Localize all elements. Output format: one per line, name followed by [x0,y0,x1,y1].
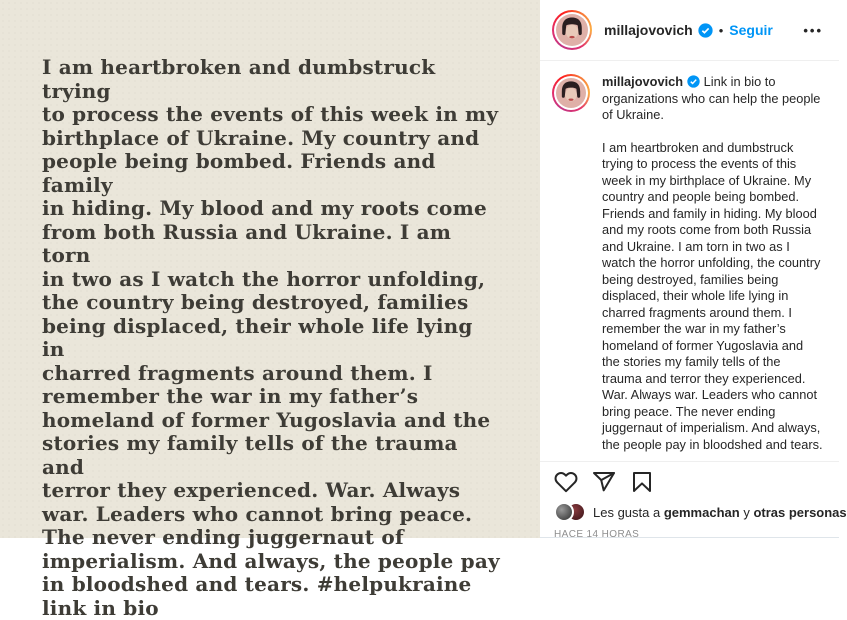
verified-badge-icon [698,23,713,38]
likes-connector: y [739,504,754,520]
caption-avatar-image [556,78,586,108]
action-bar [540,461,839,500]
post-timestamp: HACE 14 HORAS [554,529,640,540]
liker-username[interactable]: gemmachan [663,504,740,520]
liker-avatar-1 [554,502,574,522]
caption-username[interactable]: millajovovich [602,74,684,89]
caption-body: I am heartbroken and dumbstruck trying to process the events of this week in my birthplace of Ukraine. My country and people being bombed. Friends and family in hiding. My blood and my roots come from both Russia and Ukraine. I am torn in two as I watch the horror unfolding, the country being destroyed, families being displaced, their whole life lying in charred fragments around them. I remember the war in my father’s homeland of former Yugoslavia and the stories my family tells of the trauma and terror they experienced. War. Always war. Leaders who cannot bring peace. The never ending juggernaut of imperialism. And always, the people pay in bloodshed and tears. [602,139,824,452]
likes-prefix: Les gusta a [593,504,664,520]
share-icon[interactable] [592,470,616,494]
header-username[interactable]: millajovovich [604,22,693,38]
follow-button[interactable]: Seguir [729,22,773,38]
likes-text [593,505,847,520]
photo-text: I am heartbroken and dumbstruck trying to process the events of this week in my birthplace of Ukraine. My country and people being bombed. Friends and family in hiding. My blood and my roots come from both Russia and Ukraine. I am torn in two as I watch the horror unfolding, the country being destroyed, families being displaced, their whole life lying in charred fragments around them. I remember the war in my father’s homeland of former Yugoslavia and the stories my family tells of the trauma and terror they experienced. War. Always war. Leaders who cannot bring peace. The never ending juggernaut of imperialism. And always, the people pay in bloodshed and tears. #helpukraine link in bio [42,55,500,620]
save-icon[interactable] [630,470,654,494]
caption-text [602,74,823,453]
more-options-icon[interactable]: ••• [803,22,823,38]
header-separator: • [718,22,724,38]
caption-verified-badge-icon [687,75,700,88]
avatar[interactable] [552,10,592,50]
caption-intro: Link in bio to organizations who can help the people of Ukraine. [602,74,821,122]
post-panel [540,0,847,540]
likes-row [540,500,847,527]
like-icon[interactable] [554,470,578,494]
post-header [540,0,839,61]
liker-avatars[interactable] [554,502,586,522]
likes-others[interactable]: otras personas [753,504,847,520]
caption-area[interactable] [540,61,839,461]
caption-avatar[interactable] [552,74,590,112]
avatar-image [556,14,588,46]
